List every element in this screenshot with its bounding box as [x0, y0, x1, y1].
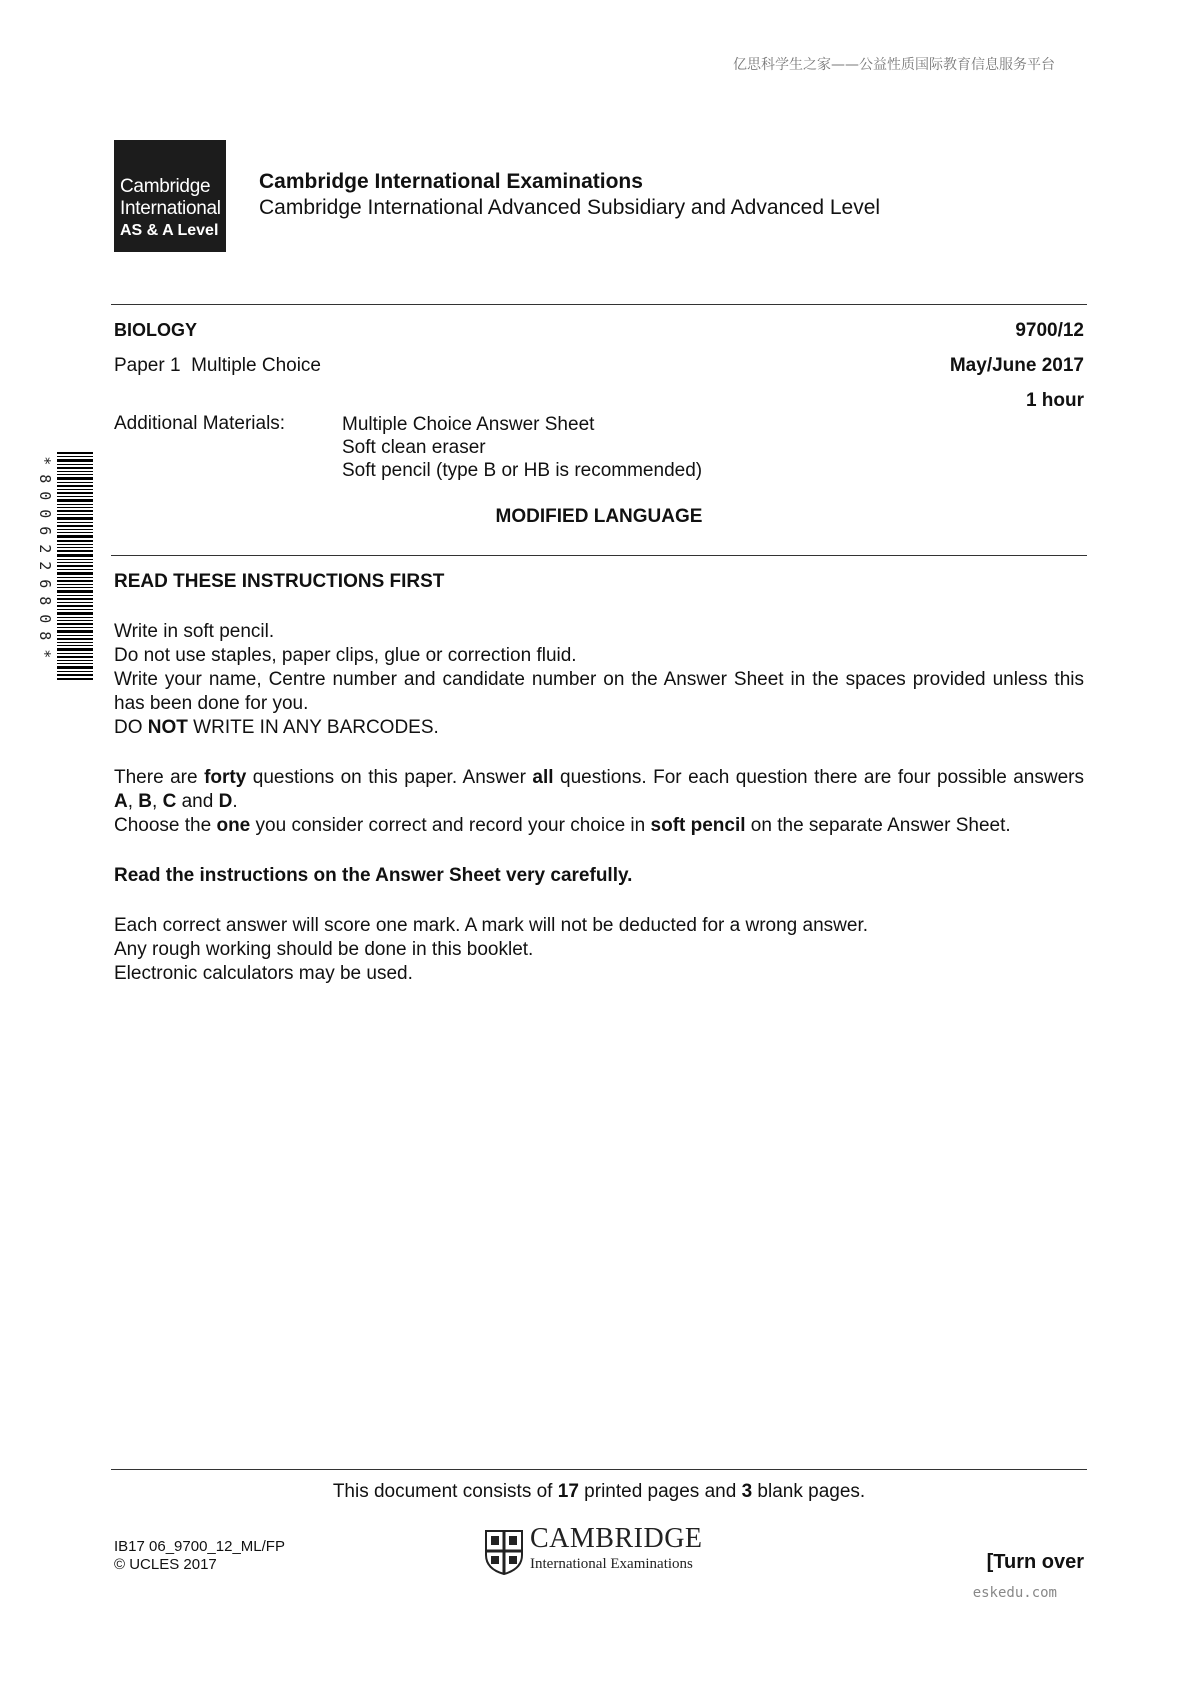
exam-session: May/June 2017: [949, 355, 1084, 376]
barcode-digit: 0: [35, 491, 54, 501]
instruction-line: Write your name, Centre number and candidate number on the Answer Sheet in the spaces provided unless this has been done for you.: [114, 669, 1084, 714]
middle-divider: [111, 555, 1087, 556]
material-item: Soft clean eraser: [342, 437, 486, 458]
barcode-digit: 8: [35, 473, 54, 483]
instructions-heading: READ THESE INSTRUCTIONS FIRST: [114, 571, 445, 592]
instruction-paragraph: Choose the one you consider correct and record your choice in soft pencil on the separate Answer Sheet.: [114, 815, 1011, 836]
barcode-digit: 0: [35, 508, 54, 518]
cambridge-as-a-level-logo: [114, 140, 226, 252]
instruction-line: Electronic calculators may be used.: [114, 963, 413, 984]
subject: BIOLOGY: [114, 320, 198, 340]
barcode-digit: 6: [35, 578, 54, 588]
instruction-line: Write in soft pencil.: [114, 621, 275, 642]
additional-materials-label: Additional Materials:: [114, 413, 286, 434]
reference-code: IB17 06_9700_12_ML/FP: [114, 1538, 285, 1555]
material-item: Multiple Choice Answer Sheet: [342, 414, 595, 435]
barcode-digit: *: [35, 456, 54, 466]
answer-sheet-note: Read the instructions on the Answer Sheet very carefully.: [114, 865, 633, 886]
barcode-digit: *: [35, 648, 54, 658]
barcode-digit: 0: [35, 613, 54, 623]
barcode-digits: [36, 452, 52, 662]
barcode-digit: 2: [35, 561, 54, 571]
syllabus-code: 9700/12: [1015, 320, 1084, 341]
material-item: Soft pencil (type B or HB is recommended): [342, 460, 703, 481]
document-reference: [114, 1538, 285, 1574]
cambridge-wordmark: CAMBRIDGE: [530, 1523, 703, 1554]
qualification-name: Cambridge International Advanced Subsidiary and Advanced Level: [259, 196, 881, 219]
barcode-digit: 6: [35, 526, 54, 536]
logo-line-2: International: [120, 198, 221, 219]
additional-materials-list: [342, 413, 702, 482]
cambridge-crest-icon: [484, 1529, 524, 1575]
barcode-digit: 2: [35, 543, 54, 553]
barcode-digit: 8: [35, 596, 54, 606]
footer-divider: [111, 1469, 1087, 1470]
turn-over: [Turn over: [986, 1551, 1084, 1573]
instructions-section: [114, 570, 1090, 986]
instruction-line: Each correct answer will score one mark. A mark will not be deducted for a wrong answer.: [114, 915, 869, 936]
paper-title: Paper 1 Multiple Choice: [114, 355, 321, 376]
copyright-notice: © UCLES 2017: [114, 1556, 217, 1573]
modified-language-heading: MODIFIED LANGUAGE: [495, 506, 703, 527]
organisation-name: Cambridge International Examinations: [259, 170, 643, 193]
instruction-line: Any rough working should be done in this booklet.: [114, 939, 534, 960]
logo-line-3: AS & A Level: [120, 222, 219, 239]
exam-duration: 1 hour: [1025, 390, 1084, 411]
website-watermark: eskedu.com: [972, 1585, 1057, 1601]
instruction-line: Do not use staples, paper clips, glue or correction fluid.: [114, 645, 577, 666]
instruction-paragraph: There are forty questions on this paper. Answer all questions. For each question there are four possible answers A, B, C and D.: [114, 767, 1090, 812]
platform-watermark-note: 亿思科学生之家——公益性质国际教育信息服务平台: [733, 57, 1055, 73]
logo-line-1: Cambridge: [120, 176, 211, 197]
candidate-barcode: [57, 452, 97, 680]
cambridge-subtitle: International Examinations: [530, 1556, 693, 1572]
barcode-digit: 8: [35, 631, 54, 641]
page-count-note: This document consists of 17 printed pages and 3 blank pages.: [332, 1481, 866, 1502]
top-divider: [111, 304, 1087, 305]
instruction-line: DO NOT WRITE IN ANY BARCODES.: [114, 717, 439, 738]
